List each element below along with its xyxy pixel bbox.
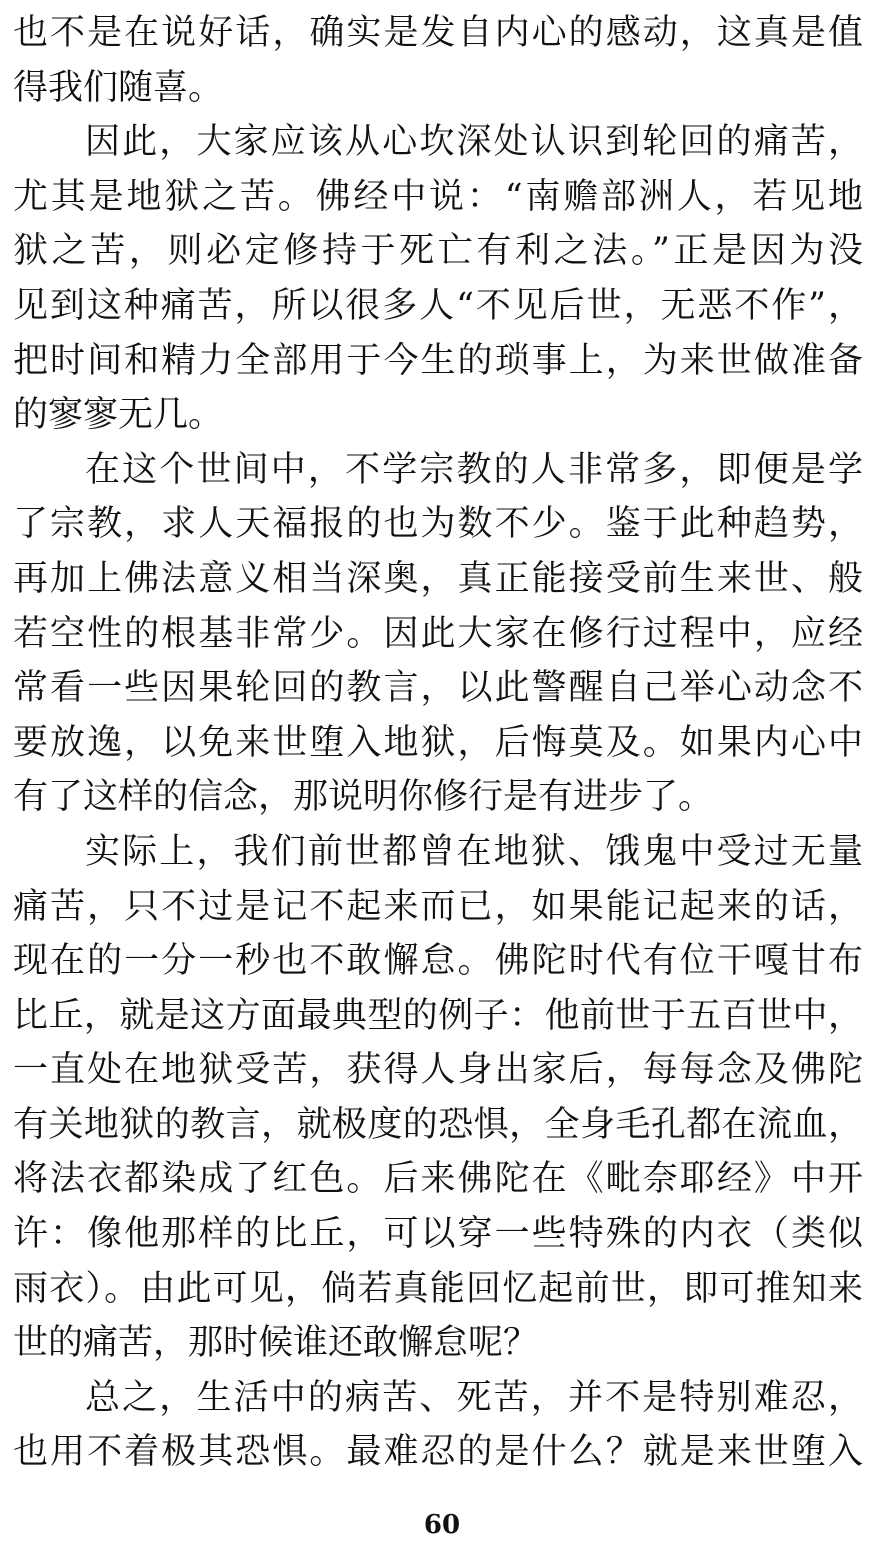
text-line: 世的痛苦，那时候谁还敢懈怠呢？ (13, 1323, 539, 1364)
text-line: 见到这种痛苦，所以很多人“不见后世，无恶不作”， (13, 285, 863, 326)
text-line: 再加上佛法意义相当深奥，真正能接受前生来世、般 (13, 558, 863, 599)
paragraph (13, 6, 863, 115)
text-line: 总之，生活中的病苦、死苦，并不是特别难忍， (85, 1377, 863, 1418)
text-line: 现在的一分一秒也不敢懈怠。佛陀时代有位干嘎甘布 (13, 941, 863, 982)
text-line: 尤其是地狱之苦。佛经中说：“南赡部洲人，若见地 (13, 176, 863, 217)
text-line: 实际上，我们前世都曾在地狱、饿鬼中受过无量 (85, 831, 863, 872)
text-line: 在这个世间中，不学宗教的人非常多，即便是学 (85, 449, 863, 490)
body-text (13, 6, 863, 1480)
page-number: 60 (423, 1510, 461, 1540)
text-line: 痛苦，只不过是记不起来而已，如果能记起来的话， (13, 886, 863, 927)
text-line: 将法衣都染成了红色。后来佛陀在《毗奈耶经》中开 (13, 1159, 863, 1200)
paragraph (13, 443, 863, 825)
text-line: 狱之苦，则必定修持于死亡有利之法。”正是因为没 (13, 231, 863, 272)
text-line: 有了这样的信念，那说明你修行是有进步了。 (13, 777, 714, 818)
text-line: 若空性的根基非常少。因此大家在修行过程中，应经 (13, 613, 863, 654)
text-line: 许：像他那样的比丘，可以穿一些特殊的内衣（类似 (13, 1214, 863, 1255)
text-line: 一直处在地狱受苦，获得人身出家后，每每念及佛陀 (13, 1050, 863, 1091)
text-line: 要放逸，以免来世堕入地狱，后悔莫及。如果内心中 (13, 722, 863, 763)
paragraph (13, 115, 863, 443)
text-line: 把时间和精力全部用于今生的琐事上，为来世做准备 (13, 340, 863, 381)
text-line: 有关地狱的教言，就极度的恐惧，全身毛孔都在流血， (13, 1104, 863, 1145)
paragraph (13, 825, 863, 1371)
text-line: 比丘，就是这方面最典型的例子：他前世于五百世中， (13, 995, 863, 1036)
text-line: 的寥寥无几。 (13, 395, 224, 436)
text-line: 因此，大家应该从心坎深处认识到轮回的痛苦， (85, 122, 863, 163)
paragraph (13, 1371, 863, 1480)
text-line: 得我们随喜。 (13, 67, 224, 108)
text-line: 也不是在说好话，确实是发自内心的感动，这真是值 (13, 13, 863, 53)
text-line: 了宗教，求人天福报的也为数不少。鉴于此种趋势， (13, 504, 863, 545)
text-line: 常看一些因果轮回的教言，以此警醒自己举心动念不 (13, 668, 863, 709)
text-line: 也用不着极其恐惧。最难忍的是什么？就是来世堕入 (13, 1432, 863, 1473)
text-line: 雨衣）。由此可见，倘若真能回忆起前世，即可推知来 (13, 1268, 863, 1309)
